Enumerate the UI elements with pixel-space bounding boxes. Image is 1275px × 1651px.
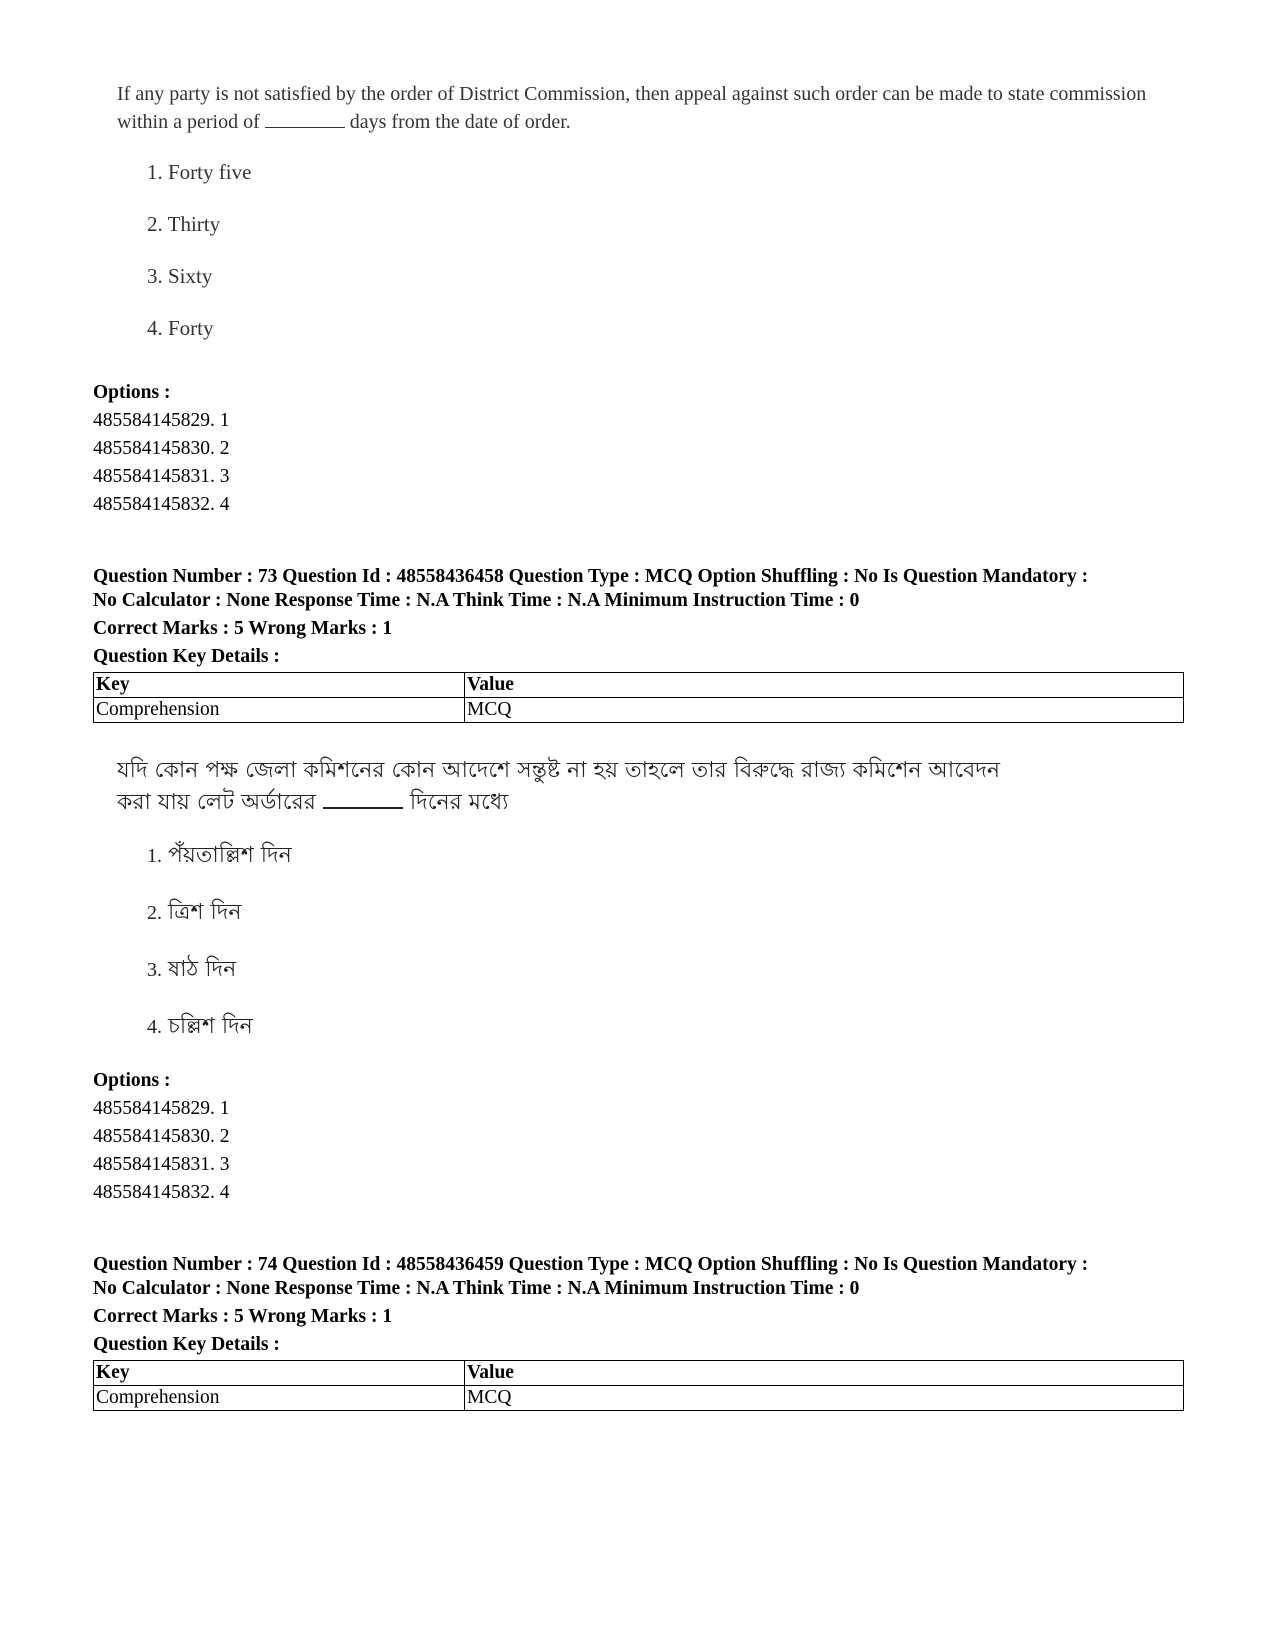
question-meta-line1: Question Number : 73 Question Id : 48558436458 Question Type : MCQ Option Shuffling : No Is Question Mandatory : [93, 566, 1089, 587]
question-text-part1: If any party is not satisfied by the order of District Commission, then appeal against such order can be made to state commission within a period of [117, 83, 1147, 133]
image-option-4 [147, 316, 214, 341]
option-id-line: 485584145831. 3 [93, 466, 230, 487]
table-cell-key: Comprehension [94, 698, 465, 723]
bn-option-text: ষাঠ দিন [168, 957, 237, 982]
bn-question-part2b: দিনের মধ্যে [409, 790, 509, 815]
answer-blank [265, 109, 345, 128]
bn-image-option-3 [147, 952, 236, 989]
bn-image-option-1 [147, 838, 292, 875]
key-details-label: Question Key Details : [93, 646, 280, 667]
image-option-text: Forty five [168, 160, 252, 184]
question-text-part2: days from the date of order. [349, 111, 571, 133]
option-id-line: 485584145830. 2 [93, 438, 230, 459]
key-details-table [93, 1360, 1184, 1411]
image-option-1 [147, 160, 251, 185]
options-label: Options : [93, 382, 171, 403]
bn-question-line2 [117, 787, 1177, 819]
bn-option-number: 3. [147, 959, 162, 981]
table-cell-value: MCQ [465, 698, 1184, 723]
marks-line: Correct Marks : 5 Wrong Marks : 1 [93, 618, 393, 639]
bn-option-number: 4. [147, 1016, 162, 1038]
bn-option-number: 1. [147, 845, 162, 867]
table-header-key: Key [94, 1361, 465, 1386]
question-image-text-bengali [117, 755, 1177, 819]
table-header-row [94, 1361, 1184, 1386]
bn-option-number: 2. [147, 902, 162, 924]
bn-image-option-2 [147, 895, 241, 932]
marks-line: Correct Marks : 5 Wrong Marks : 1 [93, 1306, 393, 1327]
image-option-text: Forty [168, 316, 214, 340]
table-header-value: Value [465, 1361, 1184, 1386]
image-option-number: 3. [147, 264, 163, 288]
key-details-table [93, 672, 1184, 723]
image-option-3 [147, 264, 212, 289]
table-header-row [94, 673, 1184, 698]
image-option-text: Thirty [167, 212, 221, 236]
option-id-line: 485584145829. 1 [93, 410, 230, 431]
option-id-line: 485584145829. 1 [93, 1098, 230, 1119]
options-label: Options : [93, 1070, 171, 1091]
key-details-label: Question Key Details : [93, 1334, 280, 1355]
question-meta-line2: No Calculator : None Response Time : N.A Think Time : N.A Minimum Instruction Time : 0 [93, 590, 860, 611]
bn-option-text: পঁয়তাল্লিশ দিন [168, 843, 292, 868]
table-row [94, 698, 1184, 723]
image-option-text: Sixty [168, 264, 213, 288]
bn-option-text: চল্লিশ দিন [168, 1014, 253, 1039]
option-id-line: 485584145832. 4 [93, 1182, 230, 1203]
question-image-text-english [117, 80, 1177, 136]
image-option-2 [147, 212, 220, 237]
table-row [94, 1386, 1184, 1411]
bn-image-option-4 [147, 1009, 253, 1046]
image-option-number: 4. [147, 316, 163, 340]
option-id-line: 485584145831. 3 [93, 1154, 230, 1175]
question-meta-line1: Question Number : 74 Question Id : 48558436459 Question Type : MCQ Option Shuffling : No Is Question Mandatory : [93, 1254, 1089, 1275]
option-id-line: 485584145830. 2 [93, 1126, 230, 1147]
image-option-number: 1. [147, 160, 163, 184]
option-id-line: 485584145832. 4 [93, 494, 230, 515]
answer-blank [323, 789, 403, 809]
table-cell-key: Comprehension [94, 1386, 465, 1411]
question-meta-line2: No Calculator : None Response Time : N.A Think Time : N.A Minimum Instruction Time : 0 [93, 1278, 860, 1299]
table-header-value: Value [465, 673, 1184, 698]
bn-option-text: ত্রিশ দিন [168, 900, 242, 925]
image-option-number: 2. [147, 212, 163, 236]
bn-question-part2a: করা যায় লেট অর্ডারের [117, 790, 316, 815]
table-cell-value: MCQ [465, 1386, 1184, 1411]
table-header-key: Key [94, 673, 465, 698]
bn-question-line1: যদি কোন পক্ষ জেলা কমিশনের কোন আদেশে সন্তুষ্ট না হয় তাহলে তার বিরুদ্ধে রাজ্য কমিশেন আবেদন [117, 758, 1000, 783]
